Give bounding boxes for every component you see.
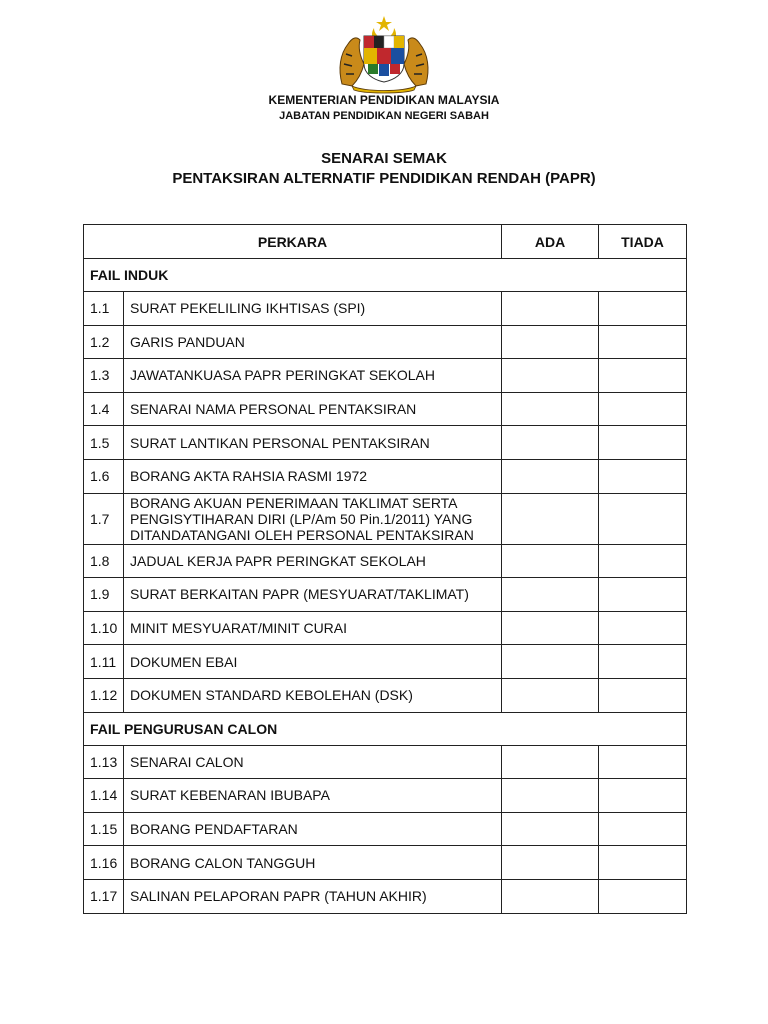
table-row — [84, 426, 687, 460]
table-row — [84, 779, 687, 813]
table-row — [84, 493, 687, 544]
item-description: SURAT KEBENARAN IBUBAPA — [124, 779, 502, 813]
item-number: 1.15 — [84, 812, 124, 846]
ada-checkbox-cell[interactable] — [502, 459, 599, 493]
tiada-checkbox-cell[interactable] — [599, 611, 687, 645]
ada-checkbox-cell[interactable] — [502, 292, 599, 326]
column-header-perkara: PERKARA — [84, 225, 502, 259]
tiada-checkbox-cell[interactable] — [599, 846, 687, 880]
item-number: 1.5 — [84, 426, 124, 460]
ministry-name: KEMENTERIAN PENDIDIKAN MALAYSIA — [268, 93, 500, 107]
tiada-checkbox-cell[interactable] — [599, 678, 687, 712]
item-description: SURAT PEKELILING IKHTISAS (SPI) — [124, 292, 502, 326]
ada-checkbox-cell[interactable] — [502, 392, 599, 426]
item-number: 1.8 — [84, 544, 124, 578]
item-description: SURAT LANTIKAN PERSONAL PENTAKSIRAN — [124, 426, 502, 460]
item-number: 1.16 — [84, 846, 124, 880]
item-description: JADUAL KERJA PAPR PERINGKAT SEKOLAH — [124, 544, 502, 578]
section-row — [84, 259, 687, 292]
page-title: SENARAI SEMAK — [321, 150, 447, 167]
ada-checkbox-cell[interactable] — [502, 812, 599, 846]
table-row — [84, 812, 687, 846]
tiada-checkbox-cell[interactable] — [599, 645, 687, 679]
tiada-checkbox-cell[interactable] — [599, 812, 687, 846]
table-row — [84, 645, 687, 679]
tiada-checkbox-cell[interactable] — [599, 426, 687, 460]
column-header-ada: ADA — [502, 225, 599, 259]
item-number: 1.12 — [84, 678, 124, 712]
table-row — [84, 578, 687, 612]
table-row — [84, 359, 687, 393]
item-description: BORANG AKUAN PENERIMAAN TAKLIMAT SERTA PENGISYTIHARAN DIRI (LP/Am 50 Pin.1/2011) YANG DITANDATANGANI OLEH PERSONAL PENTAKSIRAN — [124, 493, 502, 544]
tiada-checkbox-cell[interactable] — [599, 493, 687, 544]
item-description: BORANG AKTA RAHSIA RASMI 1972 — [124, 459, 502, 493]
item-description: MINIT MESYUARAT/MINIT CURAI — [124, 611, 502, 645]
ada-checkbox-cell[interactable] — [502, 879, 599, 913]
column-header-tiada: TIADA — [599, 225, 687, 259]
item-number: 1.17 — [84, 879, 124, 913]
item-description: SALINAN PELAPORAN PAPR (TAHUN AKHIR) — [124, 879, 502, 913]
ada-checkbox-cell[interactable] — [502, 846, 599, 880]
table-row — [84, 879, 687, 913]
table-row — [84, 292, 687, 326]
item-description: BORANG CALON TANGGUH — [124, 846, 502, 880]
table-row — [84, 325, 687, 359]
item-number: 1.10 — [84, 611, 124, 645]
section-row — [84, 712, 687, 745]
item-description: GARIS PANDUAN — [124, 325, 502, 359]
table-row — [84, 678, 687, 712]
item-description: SENARAI CALON — [124, 745, 502, 779]
tiada-checkbox-cell[interactable] — [599, 544, 687, 578]
ada-checkbox-cell[interactable] — [502, 493, 599, 544]
item-number: 1.9 — [84, 578, 124, 612]
item-number: 1.4 — [84, 392, 124, 426]
item-number: 1.7 — [84, 493, 124, 544]
item-number: 1.13 — [84, 745, 124, 779]
item-number: 1.6 — [84, 459, 124, 493]
ada-checkbox-cell[interactable] — [502, 359, 599, 393]
ada-checkbox-cell[interactable] — [502, 779, 599, 813]
tiada-checkbox-cell[interactable] — [599, 292, 687, 326]
ada-checkbox-cell[interactable] — [502, 578, 599, 612]
table-row — [84, 544, 687, 578]
table-row — [84, 459, 687, 493]
table-row — [84, 392, 687, 426]
checklist-table — [83, 224, 687, 914]
item-description: SURAT BERKAITAN PAPR (MESYUARAT/TAKLIMAT) — [124, 578, 502, 612]
table-row — [84, 745, 687, 779]
table-row — [84, 611, 687, 645]
ada-checkbox-cell[interactable] — [502, 611, 599, 645]
tiada-checkbox-cell[interactable] — [599, 392, 687, 426]
tiada-checkbox-cell[interactable] — [599, 745, 687, 779]
item-number: 1.14 — [84, 779, 124, 813]
item-description: DOKUMEN STANDARD KEBOLEHAN (DSK) — [124, 678, 502, 712]
item-number: 1.3 — [84, 359, 124, 393]
tiada-checkbox-cell[interactable] — [599, 325, 687, 359]
ada-checkbox-cell[interactable] — [502, 678, 599, 712]
item-description: JAWATANKUASA PAPR PERINGKAT SEKOLAH — [124, 359, 502, 393]
coat-of-arms-icon — [334, 14, 434, 94]
tiada-checkbox-cell[interactable] — [599, 578, 687, 612]
item-description: BORANG PENDAFTARAN — [124, 812, 502, 846]
item-number: 1.2 — [84, 325, 124, 359]
ada-checkbox-cell[interactable] — [502, 544, 599, 578]
tiada-checkbox-cell[interactable] — [599, 879, 687, 913]
item-number: 1.1 — [84, 292, 124, 326]
item-number: 1.11 — [84, 645, 124, 679]
page-subtitle: PENTAKSIRAN ALTERNATIF PENDIDIKAN RENDAH (PAPR) — [172, 170, 596, 187]
table-row — [84, 846, 687, 880]
tiada-checkbox-cell[interactable] — [599, 779, 687, 813]
section-title: FAIL PENGURUSAN CALON — [84, 712, 687, 745]
section-title: FAIL INDUK — [84, 259, 687, 292]
item-description: DOKUMEN EBAI — [124, 645, 502, 679]
tiada-checkbox-cell[interactable] — [599, 359, 687, 393]
ada-checkbox-cell[interactable] — [502, 325, 599, 359]
department-name: JABATAN PENDIDIKAN NEGERI SABAH — [279, 110, 489, 122]
ada-checkbox-cell[interactable] — [502, 645, 599, 679]
ada-checkbox-cell[interactable] — [502, 745, 599, 779]
ada-checkbox-cell[interactable] — [502, 426, 599, 460]
item-description: SENARAI NAMA PERSONAL PENTAKSIRAN — [124, 392, 502, 426]
tiada-checkbox-cell[interactable] — [599, 459, 687, 493]
